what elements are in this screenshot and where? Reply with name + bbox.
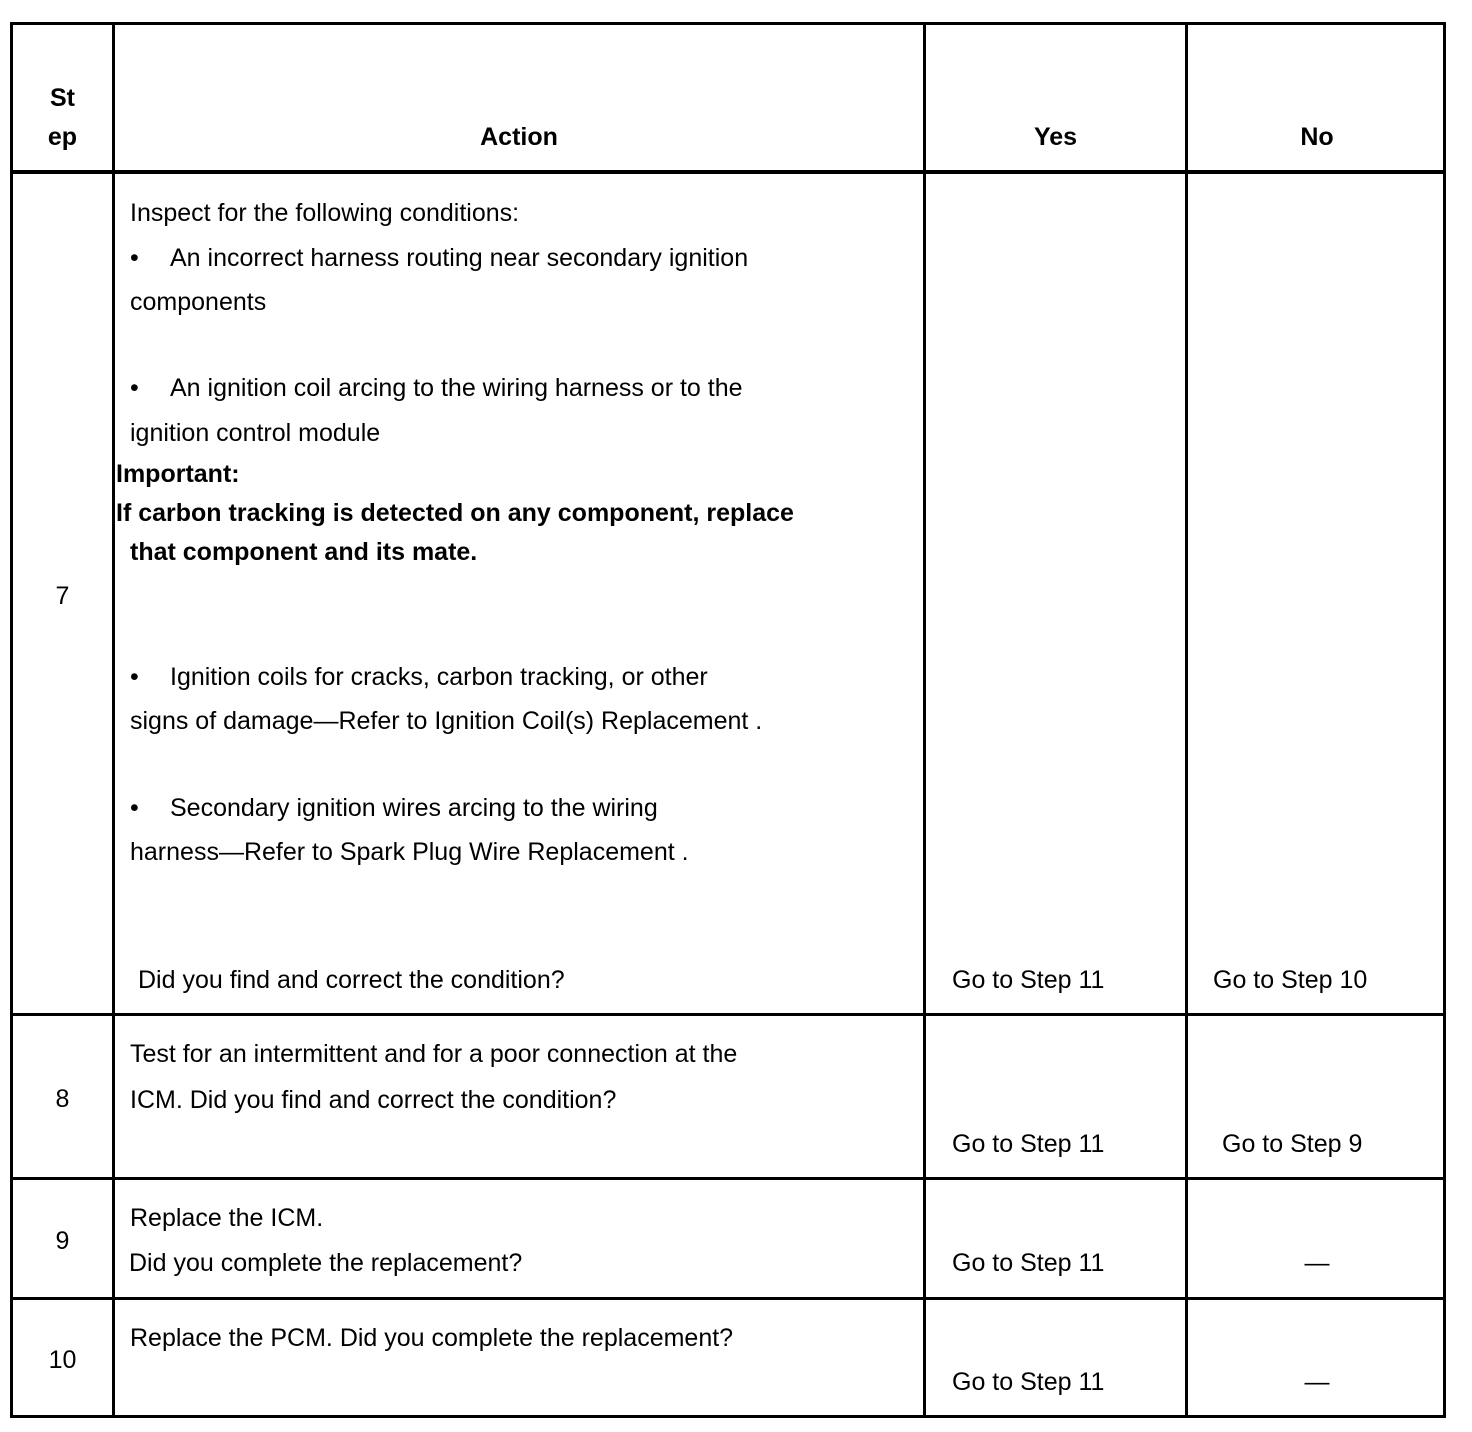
- bullet-icon: •: [130, 244, 139, 272]
- important-line2: that component and its mate.: [130, 538, 478, 566]
- important-label: Important:: [116, 460, 240, 488]
- row10-no: —: [1304, 1368, 1330, 1396]
- bullet-icon: •: [130, 374, 139, 402]
- row7-bullet2-line2: ignition control module: [130, 419, 381, 447]
- row8-no: Go to Step 9: [1222, 1130, 1363, 1158]
- header-divider: [13, 170, 1443, 174]
- row-divider-8: [13, 1177, 1443, 1180]
- header-yes: Yes: [1033, 123, 1078, 151]
- row7-no: Go to Step 10: [1213, 966, 1368, 994]
- row7-bullet1-line2: components: [130, 288, 267, 316]
- row7-intro: Inspect for the following conditions:: [130, 199, 520, 227]
- step-number: 8: [55, 1085, 70, 1113]
- step-number: 10: [48, 1346, 77, 1374]
- header-no: No: [1300, 123, 1334, 151]
- row9-line2: Did you complete the replacement?: [129, 1249, 523, 1277]
- col-divider-action: [923, 25, 926, 1415]
- row8-line2: ICM. Did you find and correct the condition?: [130, 1086, 617, 1114]
- row7-bullet4-line1: • Secondary ignition wires arcing to the wiring: [130, 786, 658, 830]
- header-action: Action: [480, 123, 558, 151]
- important-line1: If carbon tracking is detected on any component, replace: [116, 499, 794, 527]
- row7-bullet2-line1: • An ignition coil arcing to the wiring harness or to the: [130, 366, 743, 410]
- bullet-icon: •: [130, 794, 139, 822]
- row10-line1: Replace the PCM. Did you complete the replacement?: [130, 1324, 734, 1352]
- row8-line1: Test for an intermittent and for a poor connection at the: [130, 1040, 738, 1068]
- row9-yes: Go to Step 11: [952, 1249, 1105, 1277]
- row7-bullet1-line1: • An incorrect harness routing near secondary ignition: [130, 236, 748, 280]
- row-divider-9: [13, 1297, 1443, 1300]
- row9-no: —: [1304, 1249, 1330, 1277]
- col-divider-yes: [1185, 25, 1188, 1415]
- diagnostic-table: [10, 22, 1446, 1418]
- step-number: 9: [55, 1227, 70, 1255]
- row7-bullet3-line2: signs of damage—Refer to Ignition Coil(s) Replacement .: [130, 707, 763, 735]
- row9-line1: Replace the ICM.: [130, 1204, 324, 1232]
- row7-question: Did you find and correct the condition?: [138, 966, 565, 994]
- row7-yes: Go to Step 11: [952, 966, 1105, 994]
- row8-yes: Go to Step 11: [952, 1130, 1105, 1158]
- header-step: St ep: [47, 84, 78, 151]
- step-number: 7: [55, 582, 70, 610]
- bullet-icon: •: [130, 663, 139, 691]
- row7-bullet3-line1: • Ignition coils for cracks, carbon tracking, or other: [130, 655, 708, 699]
- col-divider-step: [112, 25, 115, 1415]
- row10-yes: Go to Step 11: [952, 1368, 1105, 1396]
- row7-bullet4-line2: harness—Refer to Spark Plug Wire Replacement .: [130, 838, 689, 866]
- row-divider-7: [13, 1013, 1443, 1016]
